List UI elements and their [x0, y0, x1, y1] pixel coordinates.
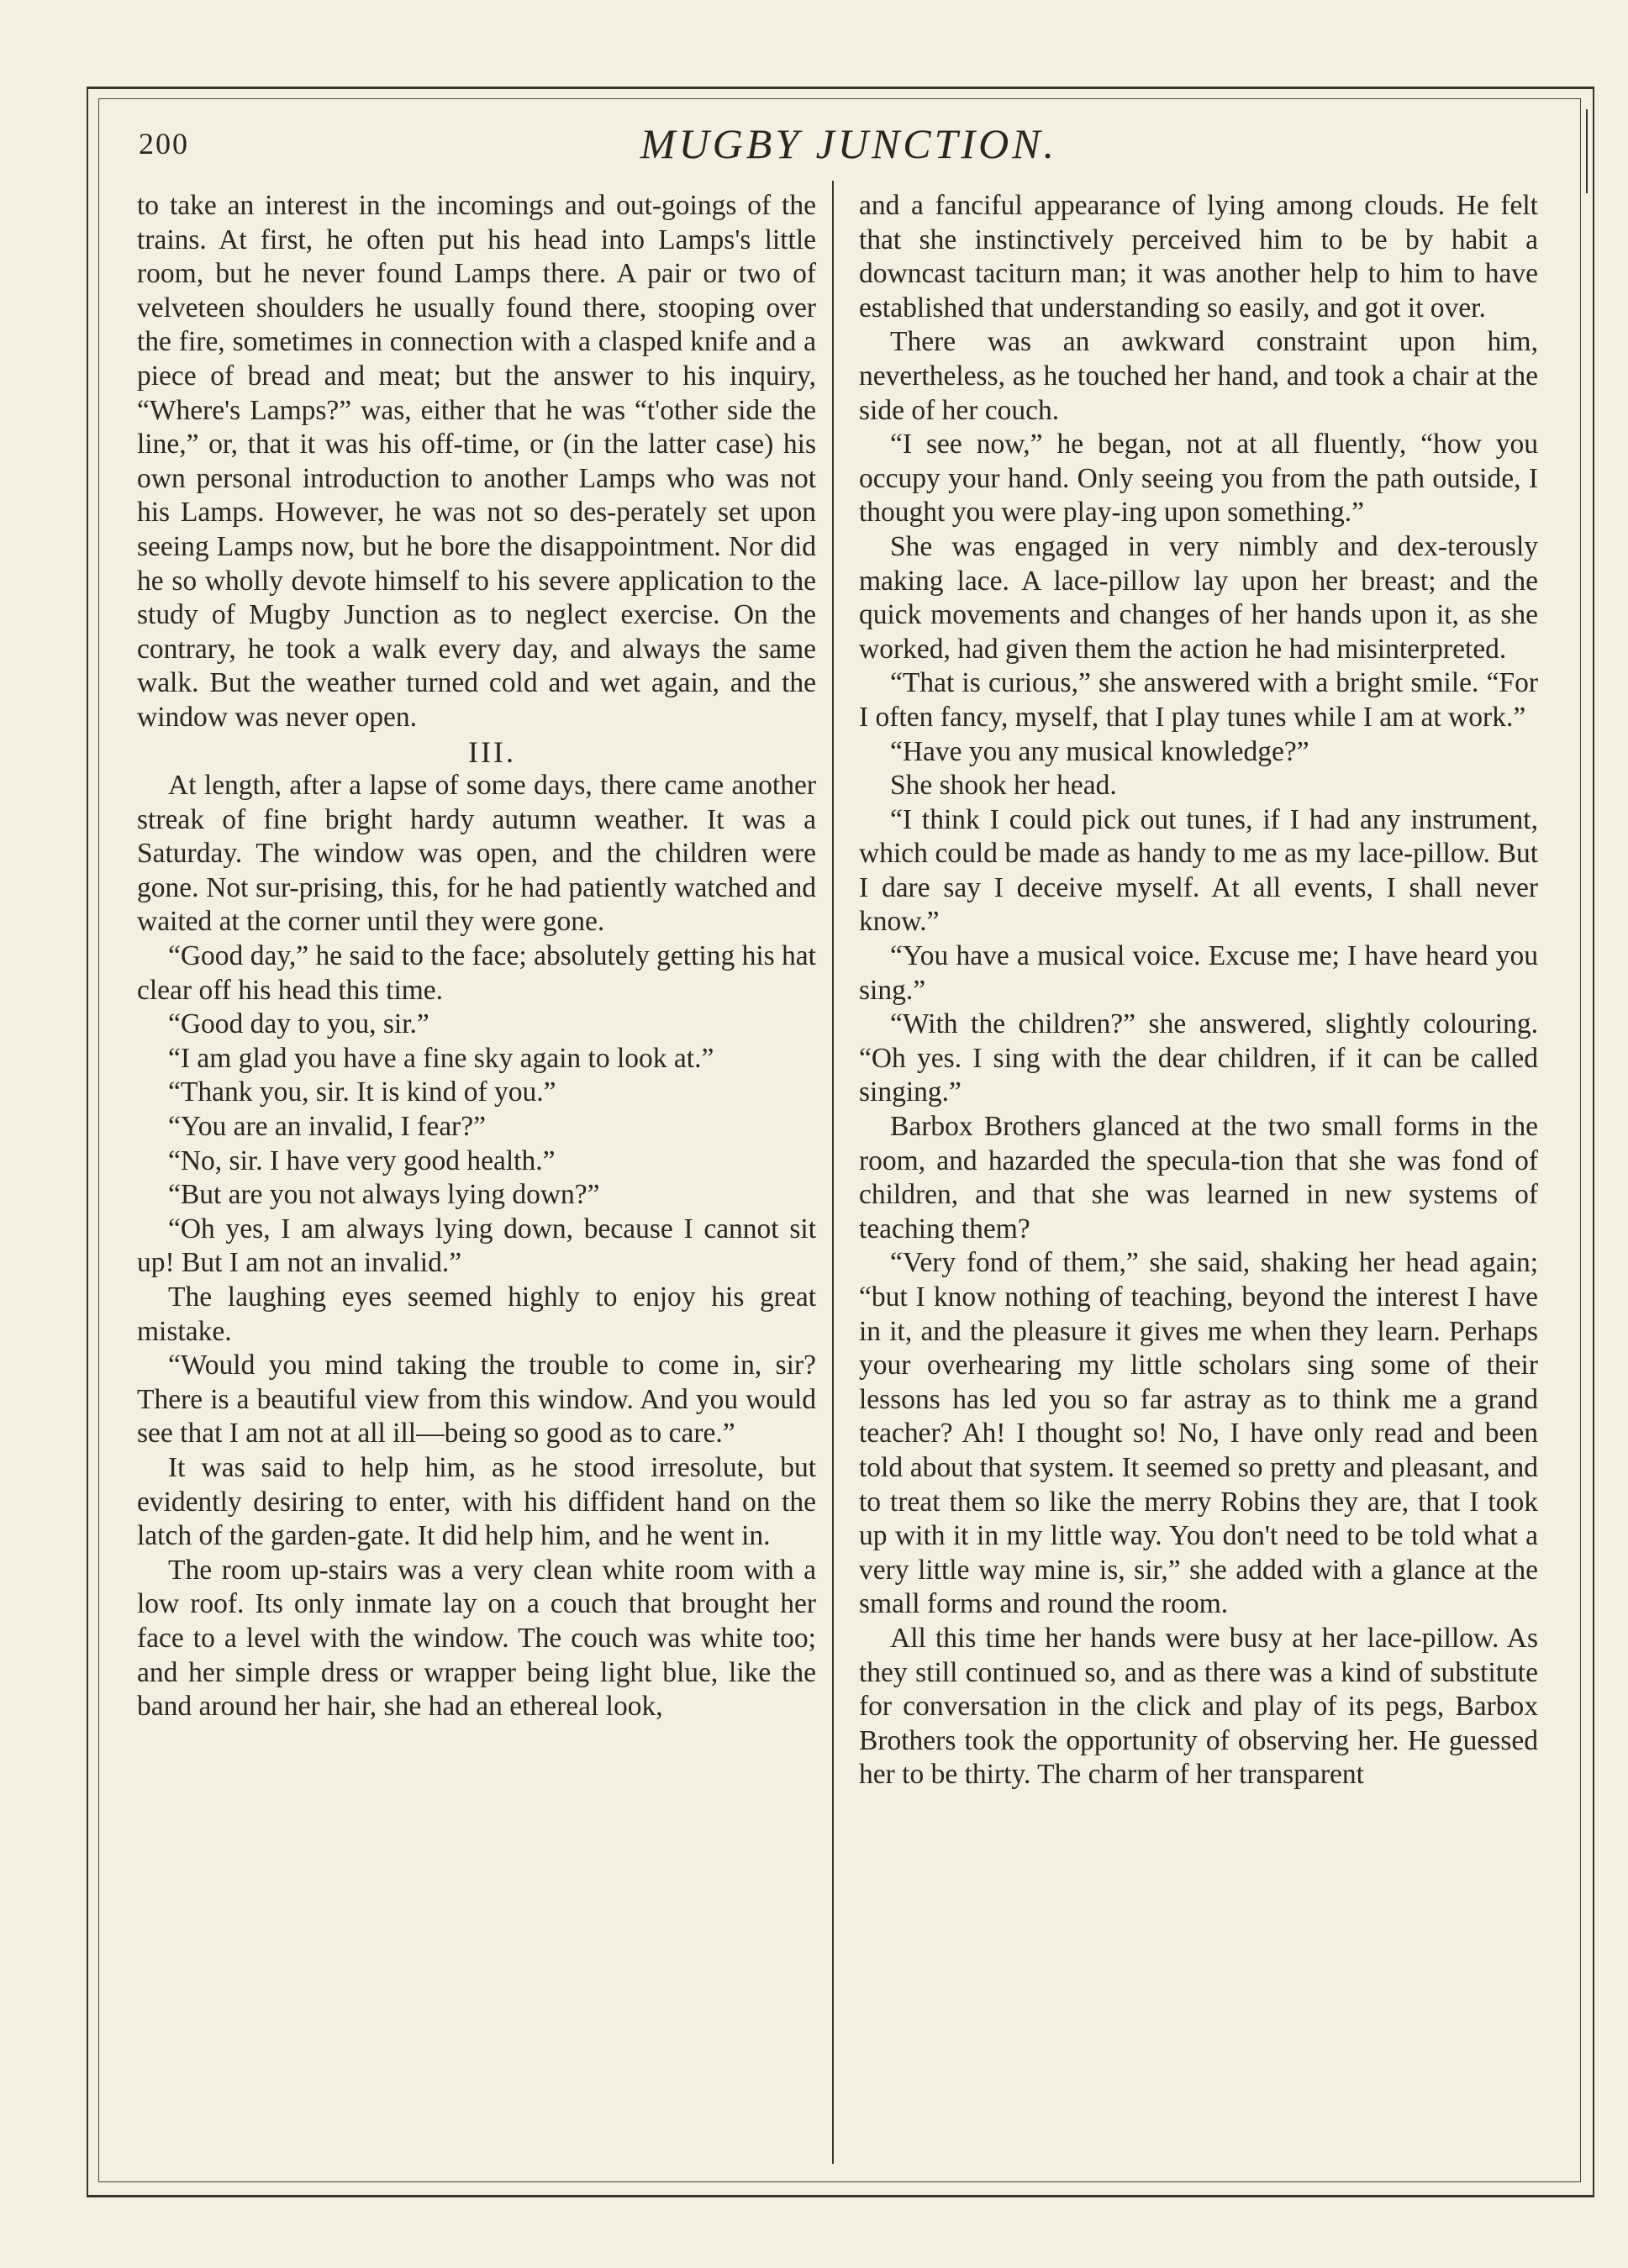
paragraph: “Thank you, sir. It is kind of you.”	[168, 1076, 556, 1108]
paragraph: “You have a musical voice. Excuse me; I have heard you sing.”	[859, 940, 1538, 1006]
paragraph: “Would you mind taking the trouble to come in, sir? There is a beautiful view from this window. And you would see that I am not at all ill—being so good as to care.”	[137, 1350, 816, 1450]
paragraph: All this time her hands were busy at her lace-pillow. As they still continued so, and as there was a kind of substitute for conversation in the click and play of its pegs, Barbox Brothers took the opportunity of observing her. He guessed her to be thirty. The charm of her transparent	[859, 1622, 1538, 1791]
paragraph: “You are an invalid, I fear?”	[168, 1111, 486, 1143]
paragraph: “Good day,” he said to the face; absolutely getting his hat clear off his head this time.	[137, 940, 816, 1006]
paragraph: “No, sir. I have very good health.”	[168, 1145, 556, 1176]
paragraph: There was an awkward constraint upon him, nevertheless, as he touched her hand, and took a chair at the side of her couch.	[859, 326, 1538, 426]
page-number: 200	[139, 127, 189, 160]
paragraph: “Good day to you, sir.”	[168, 1008, 429, 1040]
paragraph: “With the children?” she answered, slightly colouring. “Oh yes. I sing with the dear children, if it can be called singing.”	[859, 1008, 1538, 1108]
paragraph: It was said to help him, as he stood irresolute, but evidently desiring to enter, with his diffident hand on the latch of the garden-gate. It did help him, and he went in.	[137, 1451, 816, 1552]
paragraph: “I think I could pick out tunes, if I had any instrument, which could be made as handy to me as my lace-pillow. But I dare say I deceive myself. At all events, I shall never know.”	[859, 803, 1538, 938]
page-header	[134, 118, 1563, 168]
paragraph: “Have you any musical knowledge?”	[890, 735, 1309, 767]
paragraph: “Very fond of them,” she said, shaking her head again; “but I know nothing of teaching, beyond the interest I have in it, and the pleasure it gives me when they learn. Perhaps your overhearing my little scholars sing some of their lessons has led you so far astray as to think me a grand teacher? Ah! I thought so! No, I have only read and been told about that system. It seemed so pretty and pleasant, and to treat them so like the merry Robins they are, that I took up with it in my little way. You don't need to be told what a very little way mine is, sir,” she added with a glance at the small forms and round the room.	[859, 1247, 1538, 1620]
paragraph: Barbox Brothers glanced at the two small forms in the room, and hazarded the specula-tion that she was fond of children, and that she was learned in new systems of teaching them?	[859, 1111, 1538, 1245]
paragraph: The laughing eyes seemed highly to enjoy his great mistake.	[137, 1281, 816, 1347]
right-column	[859, 189, 1538, 1792]
paragraph: and a fanciful appearance of lying among clouds. He felt that she instinctively perceived him to be by habit a downcast taciturn man; it was another help to him to have established that understanding so easily, and got it over.	[859, 190, 1538, 324]
paragraph: “That is curious,” she answered with a bright smile. “For I often fancy, myself, that I play tunes while I am at work.”	[859, 667, 1538, 733]
paragraph: “I am glad you have a fine sky again to look at.”	[168, 1042, 714, 1074]
column-divider	[832, 181, 834, 2164]
paragraph: “Oh yes, I am always lying down, because I cannot sit up! But I am not an invalid.”	[137, 1213, 816, 1279]
paragraph: “I see now,” he began, not at all fluently, “how you occupy your hand. Only seeing you from the path outside, I thought you were play-ing upon something.”	[859, 429, 1538, 529]
section-heading: III.	[468, 734, 516, 769]
paragraph: The room up-stairs was a very clean white room with a low roof. Its only inmate lay on a couch that brought her face to a level with the window. The couch was white too; and her simple dress or wrapper being light blue, like the band around her hair, she had an ethereal look,	[137, 1554, 816, 1723]
margin-rule	[1586, 109, 1591, 193]
paragraph: At length, after a lapse of some days, there came another streak of fine bright hardy autumn weather. It was a Saturday. The window was open, and the children were gone. Not sur-prising, this, for he had patiently watched and waited at the corner until they were gone.	[137, 770, 816, 938]
paragraph: She shook her head.	[890, 770, 1117, 802]
paragraph: “But are you not always lying down?”	[168, 1179, 600, 1211]
paragraph: She was engaged in very nimbly and dex-terously making lace. A lace-pillow lay upon her breast; and the quick movements and changes of her hands upon it, as she worked, had given them the action he had misinterpreted.	[859, 530, 1538, 665]
paragraph: to take an interest in the incomings and out-goings of the trains. At first, he often put his head into Lamps's little room, but he never found Lamps there. A pair or two of velveteen shoulders he usually found there, stooping over the fire, sometimes in connection with a clasped knife and a piece of bread and meat; but the answer to his inquiry, “Where's Lamps?” was, either that he was “t'other side the line,” or, that it was his off-time, or (in the latter case) his own personal introduction to another Lamps who was not his Lamps. However, he was not so des-perately set upon seeing Lamps now, but he bore the disappointment. Nor did he so wholly devote himself to his severe application to the study of Mugby Junction as to neglect exercise. On the contrary, he took a walk every day, and always the same walk. But the weather turned cold and wet again, and the window was never open.	[137, 190, 816, 733]
running-title: MUGBY JUNCTION.	[640, 120, 1058, 167]
left-column	[137, 189, 816, 1724]
